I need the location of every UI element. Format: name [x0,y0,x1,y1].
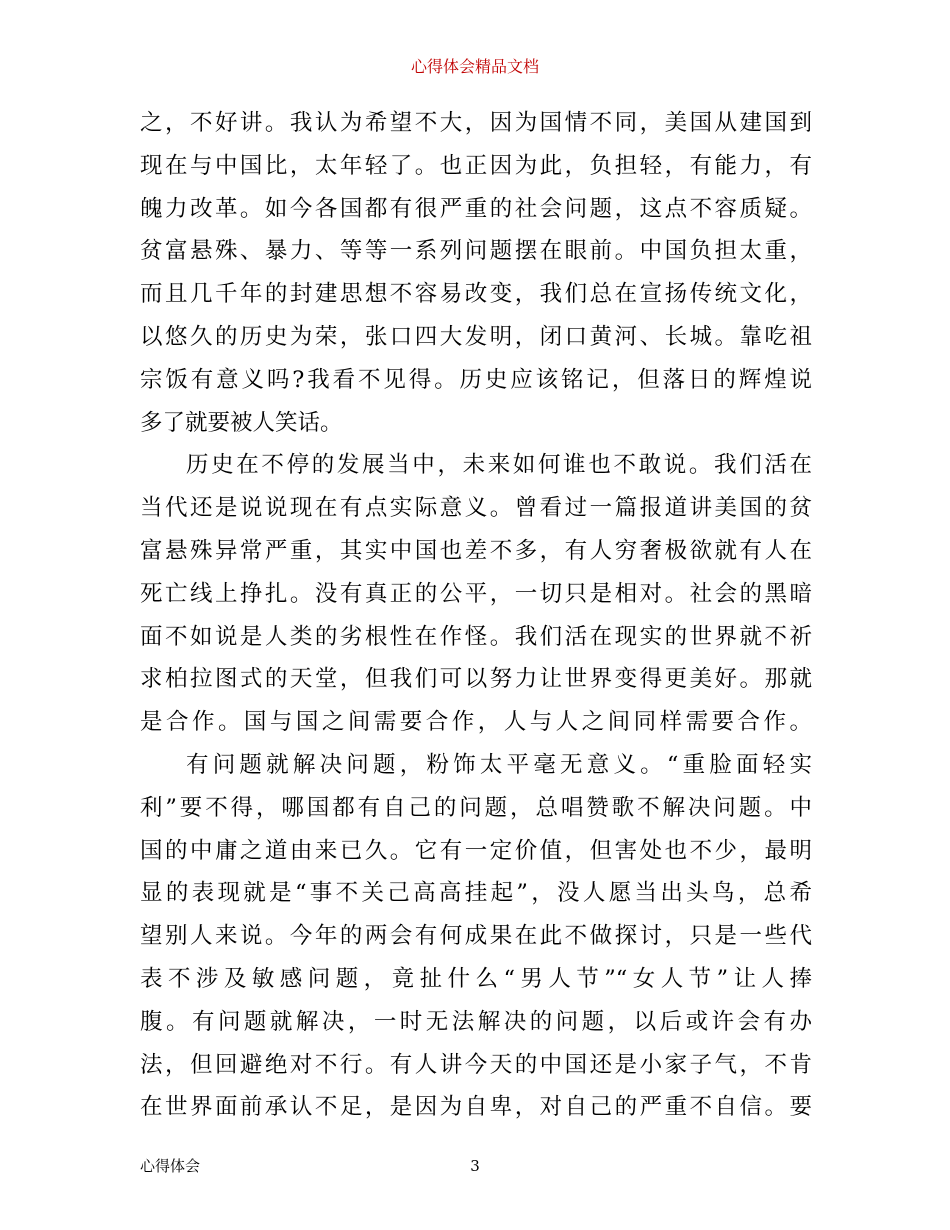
footer-label: 心得体会 [140,1157,201,1175]
text-line: 魄力改革。如今各国都有很严重的社会问题，这点不容质疑。 [140,195,812,222]
text-line: 利”要不得，哪国都有自己的问题，总唱赞歌不解决问题。中 [140,794,812,821]
text-line: 现在与中国比，太年轻了。也正因为此，负担轻，有能力，有 [140,152,812,179]
page-number: 3 [470,1157,480,1175]
paragraph [140,744,812,1129]
text-line: 多了就要被人笑话。 [140,409,343,436]
text-line: 腹。有问题就解决，一时无法解决的问题，以后或许会有办 [140,1008,812,1035]
text-line: 国的中庸之道由来已久。它有一定价值，但害处也不少，最明 [140,837,812,864]
text-line: 之，不好讲。我认为希望不大，因为国情不同，美国从建国到 [140,110,812,136]
text-line: 表不涉及敏感问题，竟扯什么“男人节”“女人节”让人捧 [140,965,812,992]
text-line: 死亡线上挣扎。没有真正的公平，一切只是相对。社会的黑暗 [140,580,812,607]
text-line: 法，但回避绝对不行。有人讲今天的中国还是小家子气，不肯 [140,1051,812,1078]
text-line: 在世界面前承认不足，是因为自卑，对自己的严重不自信。要 [140,1094,812,1121]
text-line: 求柏拉图式的天堂，但我们可以努力让世界变得更美好。那就 [140,666,812,693]
text-line: 当代还是说说现在有点实际意义。曾看过一篇报道讲美国的贫 [140,495,812,522]
text-line: 宗饭有意义吗?我看不见得。历史应该铭记，但落日的辉煌说 [140,366,812,393]
text-line: 富悬殊异常严重，其实中国也差不多，有人穷奢极欲就有人在 [140,537,812,564]
text-line: 而且几千年的封建思想不容易改变，我们总在宣扬传统文化， [140,281,812,308]
text-line: 贫富悬殊、暴力、等等一系列问题摆在眼前。中国负担太重， [140,238,812,265]
paragraph [140,444,812,744]
page-header-title: 心得体会精品文档 [410,57,539,76]
text-line: 是合作。国与国之间需要合作，人与人之间同样需要合作。 [140,709,812,736]
text-line: 有问题就解决问题，粉饰太平毫无意义。“重脸面轻实 [186,751,812,778]
text-line: 显的表现就是“事不关己高高挂起”，没人愿当出头鸟，总希 [140,880,812,907]
text-line: 以悠久的历史为荣，张口四大发明，闭口黄河、长城。靠吃祖 [140,323,812,350]
text-line: 望别人来说。今年的两会有何成果在此不做探讨，只是一些代 [140,923,812,950]
paragraph [140,102,812,444]
text-line: 面不如说是人类的劣根性在作怪。我们活在现实的世界就不祈 [140,623,812,650]
document-body [140,102,812,1129]
text-line: 历史在不停的发展当中，未来如何谁也不敢说。我们活在 [186,452,812,479]
